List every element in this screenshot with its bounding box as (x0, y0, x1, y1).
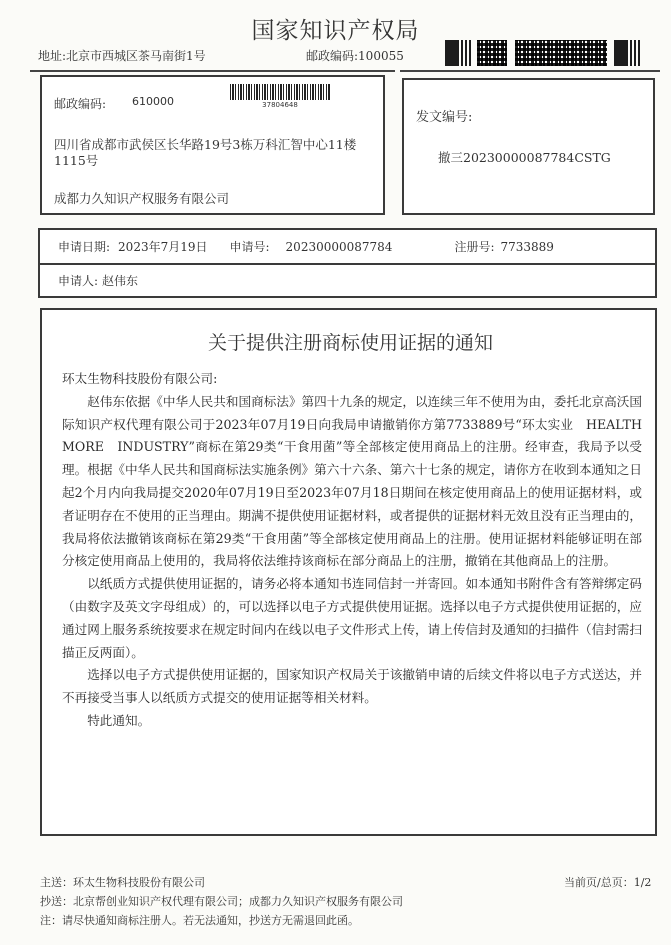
notice-paragraph: 选择以电子方式提供使用证据的，国家知识产权局关于该撤销申请的后续文件将以电子方式送达，并不再接受当事人以纸质方式提交的使用证据等相关材料。 (62, 667, 642, 706)
application-date-value: 2023年7月19日 (118, 240, 208, 254)
document-number-value: 撤三20230000087784CSTG (438, 150, 611, 165)
applicant-label: 申请人: (58, 274, 99, 288)
recipient-address-line1: 四川省成都市武侯区长华路19号3栋万科汇智中心11楼 (54, 137, 357, 152)
registration-number-label: 注册号: (454, 240, 495, 254)
footer-note: 注：请尽快通知商标注册人。若无法通知，抄送方无需退回此函。 (40, 914, 359, 927)
agency-postal-code: 邮政编码:100055 (306, 49, 404, 63)
recipient-address-line2: 1115号 (54, 153, 99, 168)
notice-closing: 特此通知。 (87, 712, 151, 728)
barcode-bar (638, 40, 640, 66)
footer-main-recipient: 主送：环太生物科技股份有限公司 (40, 876, 205, 889)
applicant-value: 赵伟东 (102, 274, 139, 288)
applicant-row (40, 265, 655, 296)
application-info-row (40, 230, 655, 265)
application-date-label: 申请日期: (58, 240, 111, 254)
application-number-label: 申请号: (229, 240, 270, 254)
recipient-barcode-number: 37804648 (262, 101, 298, 109)
header-divider (30, 70, 395, 72)
barcode-bar (465, 40, 467, 66)
footer-cc: 抄送：北京帮创业知识产权代理有限公司；成都力久知识产权服务有限公司 (40, 895, 403, 908)
notice-addressee: 环太生物科技股份有限公司: (62, 371, 218, 386)
barcode-matrix (477, 40, 507, 66)
document-number-label: 发文编号: (416, 110, 473, 125)
barcode-bar (445, 40, 459, 66)
agency-address: 地址:北京市西城区茶马南街1号 (38, 49, 206, 63)
document-number-box (402, 78, 655, 215)
application-number-value: 20230000087784 (285, 239, 393, 254)
barcode-bar (614, 40, 628, 66)
registration-number-value: 7733889 (500, 239, 554, 254)
header-barcode (445, 40, 655, 66)
agency-title: 国家知识产权局 (251, 18, 420, 44)
notice-title: 关于提供注册商标使用证据的通知 (207, 332, 493, 354)
header-divider (400, 70, 660, 72)
application-info-box (38, 228, 657, 298)
recipient-company: 成都力久知识产权服务有限公司 (54, 191, 230, 206)
notice-box (40, 308, 657, 836)
recipient-postal-code: 610000 (132, 95, 174, 108)
barcode-bar (630, 40, 632, 66)
barcode-bar (634, 40, 636, 66)
recipient-barcode (230, 84, 330, 100)
notice-paragraph: 以纸质方式提供使用证据的，请务必将本通知书连同信封一并寄回。如本通知书附件含有答辩绑定码（由数字及英文字母组成）的，可以选择以电子方式提供使用证据。选择以电子方式提供使用证据的，应通过网上服务系统按要求在规定时间内在线以电子文件形式上传，请上传信封及通知的扫描件（信封需扫描正反两面）。 (62, 576, 642, 660)
barcode-bar (461, 40, 463, 66)
barcode-bar (469, 40, 471, 66)
footer-page-indicator: 当前页/总页：1/2 (564, 876, 652, 889)
recipient-box (40, 75, 385, 215)
barcode-matrix (515, 40, 607, 66)
notice-body (62, 368, 655, 733)
notice-paragraph: 赵伟东依据《中华人民共和国商标法》第四十九条的规定，以连续三年不使用为由，委托北京高沃国际知识产权代理有限公司于2023年07月19日向我局申请撤销你方第7733889号“环太实业 HEALTH MORE INDUSTRY”商标在第29类“干食用菌”等全部核定使用商品上的注册。经审查，我局予以受理。根据《中华人民共和国商标法实施条例》第六十六条、第六十七条的规定，请你方在收到本通知之日起2个月内向我局提交2020年07月19日至2023年07月18日期间在核定使用商品上的使用证据材料，或者证明存在不使用的正当理由。期满不提供使用证据材料，或者提供的证据材料无效且没有正当理由的，我局将依法撤销该商标在第29类“干食用菌”等全部核定使用商品上的注册。使用证据材料能够证明在部分核定使用商品上使用的，我局将依法维持该商标在部分商品上的注册，撤销在其他商品上的注册。 (62, 393, 655, 569)
recipient-postal-label: 邮政编码: (54, 97, 107, 111)
